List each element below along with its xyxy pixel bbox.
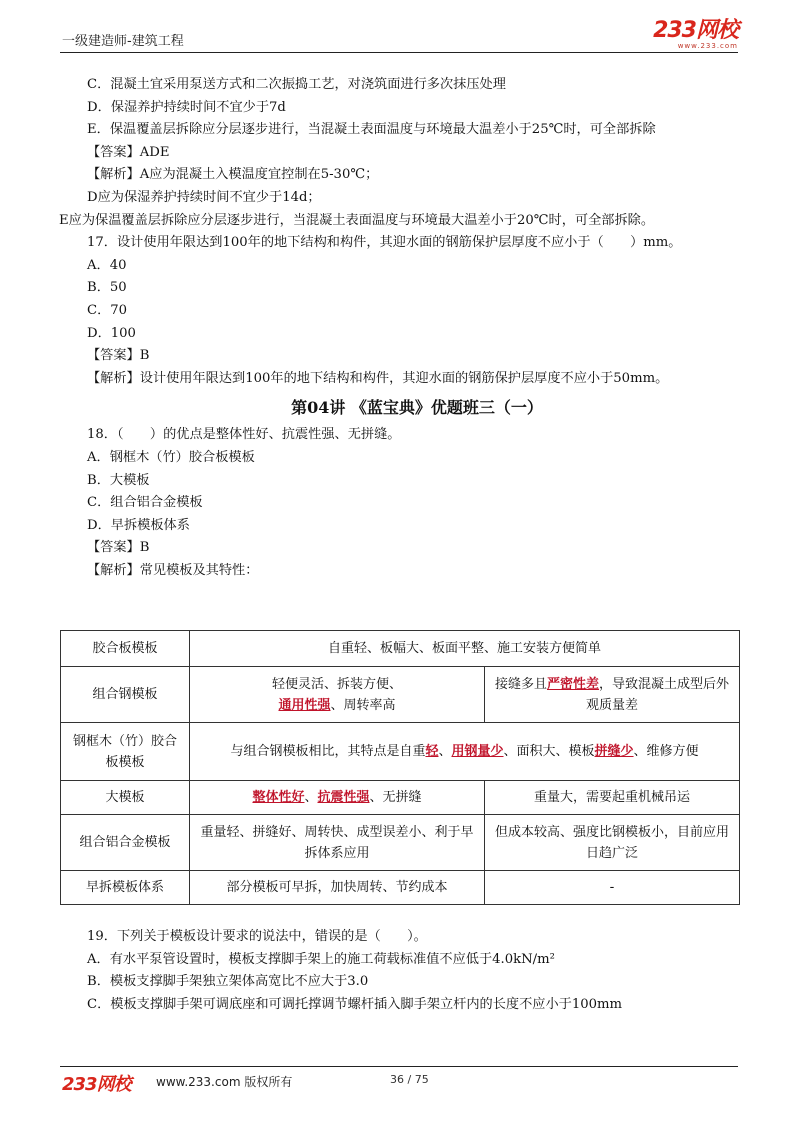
table-cell-advantages	[190, 667, 485, 723]
section-title: 第04讲 《蓝宝典》优题班三（一）	[291, 398, 543, 418]
q19-option-b: B．模板支撑脚手架独立架体高宽比不应大于3.0	[87, 974, 369, 990]
highlight-text: 用钢量少	[451, 744, 504, 759]
footer-copyright: www.233.com 版权所有	[156, 1075, 293, 1089]
table-cell-advantages	[190, 781, 485, 815]
q18-option-a: A．钢框木（竹）胶合板模板	[87, 449, 255, 465]
table-cell-name: 组合铝合金模板	[61, 815, 190, 871]
page-number: 36 / 75	[390, 1073, 429, 1086]
formwork-table	[60, 630, 740, 905]
highlight-text: 严密性差	[546, 676, 599, 692]
logo-text: 233网校	[653, 18, 738, 43]
table-cell-disadvantages: 重量大，需要起重机械吊运	[485, 781, 740, 815]
q18-explain: 【解析】常见模板及其特性：	[87, 562, 259, 578]
table-row	[61, 667, 740, 723]
q18-option-d: D．早拆模板体系	[87, 517, 190, 533]
q16-option-d: D．保湿养护持续时间不宜少于7d	[87, 99, 286, 115]
table-row	[61, 723, 740, 781]
q19-option-c: C．模板支撑脚手架可调底座和可调托撑调节螺杆插入脚手架立杆内的长度不应小于100mm	[87, 996, 623, 1012]
highlight-text: 轻	[425, 744, 439, 759]
q18-option-c: C．组合铝合金模板	[87, 495, 203, 511]
table-cell-disadvantages: -	[485, 871, 740, 905]
cell-text: 、	[304, 790, 318, 805]
footer-logo: 233网校	[62, 1074, 131, 1095]
highlight-text: 拼缝少	[594, 744, 634, 759]
highlight-text: 抗震性强	[317, 790, 370, 805]
q17-option-a: A．40	[87, 257, 127, 273]
table-row	[61, 815, 740, 871]
table-cell-desc	[190, 723, 740, 781]
table-row	[61, 871, 740, 905]
q17-stem: 17．设计使用年限达到100年的地下结构和构件，其迎水面的钢筋保护层厚度不应小于（ ）mm。	[87, 235, 682, 251]
cell-text: 、无拼缝	[369, 790, 422, 805]
page-header	[60, 18, 738, 53]
cell-text: 、维修方便	[633, 744, 699, 759]
table-cell-advantages: 部分模板可早拆，加快周转、节约成本	[190, 871, 485, 905]
cell-text: 与组合钢模板相比，其特点是自重	[230, 744, 426, 759]
q17-explain: 【解析】设计使用年限达到100年的地下结构和构件，其迎水面的钢筋保护层厚度不应小于50mm。	[87, 370, 669, 386]
q16-answer: 【答案】ADE	[87, 144, 170, 160]
q18-answer: 【答案】B	[87, 540, 150, 556]
q18-option-b: B．大模板	[87, 472, 150, 488]
q19-option-a: A．有水平泵管设置时，模板支撑脚手架上的施工荷载标准值不应低于4.0kN/m²	[87, 951, 555, 967]
table-row	[61, 781, 740, 815]
highlight-text: 整体性好	[252, 790, 305, 805]
table-cell-disadvantages: 但成本较高、强度比钢模板小，目前应用日趋广泛	[485, 815, 740, 871]
cell-text: 、周转率高	[330, 697, 396, 713]
table-cell-name: 组合钢模板	[61, 667, 190, 723]
q19-block	[87, 926, 747, 1016]
table-cell-name: 大模板	[61, 781, 190, 815]
table-cell-disadvantages	[485, 667, 740, 723]
brand-logo	[653, 20, 738, 50]
table-cell-name: 胶合板模板	[61, 631, 190, 667]
q17-answer: 【答案】B	[87, 348, 150, 364]
q16-explain-1: 【解析】A应为混凝土入模温度宜控制在5-30℃；	[87, 167, 379, 183]
table-cell-advantages: 重量轻、拼缝好、周转快、成型误差小、利于早拆体系应用	[190, 815, 485, 871]
q19-stem: 19．下列关于模板设计要求的说法中，错误的是（ ）。	[87, 929, 427, 944]
table-row	[61, 631, 740, 667]
cell-text: 接缝多且	[494, 676, 547, 692]
cell-text: 、面积大、模板	[503, 744, 595, 759]
q16-explain-3: E应为保温覆盖层拆除应分层逐步进行，当混凝土表面温度与环境最大温差小于20℃时，可全部拆除。	[59, 212, 655, 228]
logo-subtext: www.233.com	[677, 42, 738, 50]
main-content	[59, 74, 747, 582]
table-cell-desc: 自重轻、板幅大、板面平整、施工安装方便简单	[190, 631, 740, 667]
page-footer	[60, 1066, 738, 1095]
q17-option-b: B．50	[87, 280, 127, 296]
cell-text: 、	[438, 744, 452, 759]
q17-option-d: D．100	[87, 325, 136, 341]
table-cell-name: 钢框木（竹）胶合板模板	[61, 723, 190, 781]
q16-option-e: E．保温覆盖层拆除应分层逐步进行，当混凝土表面温度与环境最大温差小于25℃时，可全部拆除	[87, 122, 656, 138]
header-title: 一级建造师-建筑工程	[62, 34, 184, 49]
q16-option-c: C．混凝土宜采用泵送方式和二次振捣工艺，对浇筑面进行多次抹压处理	[87, 77, 506, 92]
highlight-text: 通用性强	[278, 697, 331, 713]
q17-option-c: C．70	[87, 302, 128, 318]
q18-stem: 18．（ ）的优点是整体性好、抗震性强、无拼缝。	[87, 427, 401, 443]
cell-text: 轻便灵活、拆装方便、	[271, 676, 402, 692]
q16-explain-2: D应为保湿养护持续时间不宜少于14d；	[87, 189, 321, 205]
table-cell-name: 早拆模板体系	[61, 871, 190, 905]
cell-text: ，导致混凝土成型后外观质量差	[585, 676, 730, 713]
